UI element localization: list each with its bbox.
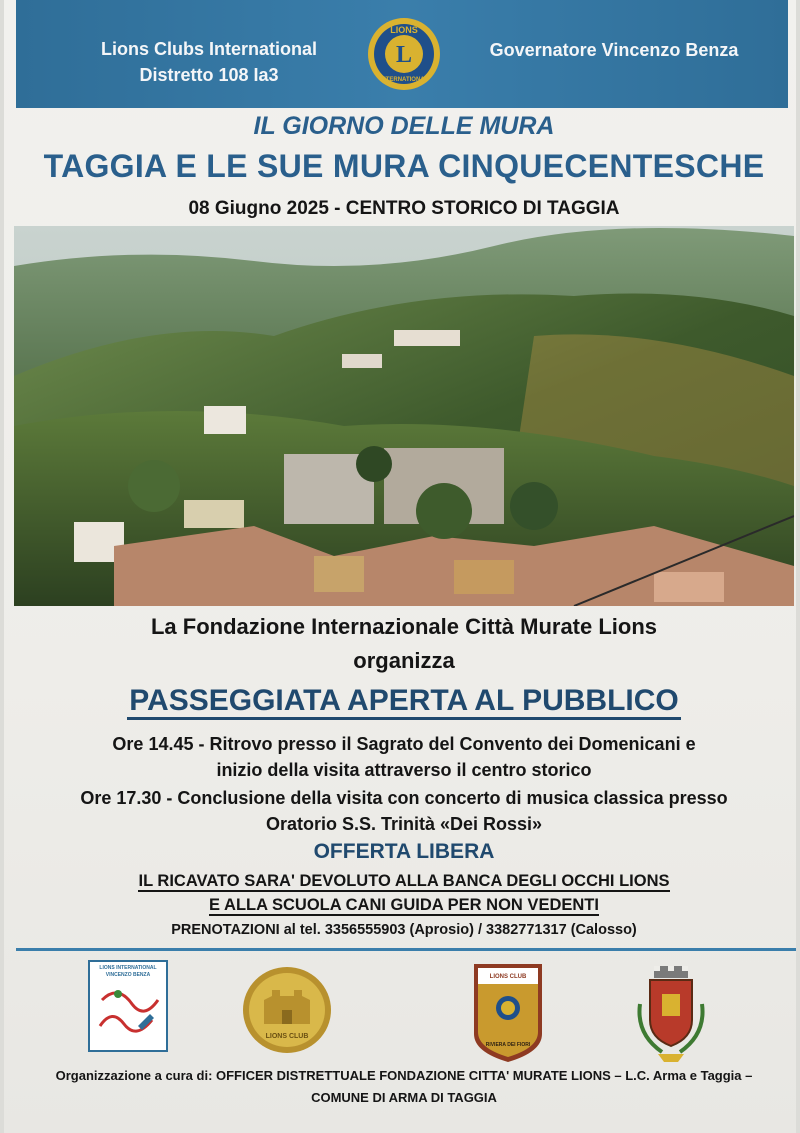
lions-club-name bbox=[64, 36, 354, 88]
logo-text-bottom: INTERNATIONAL bbox=[379, 77, 429, 83]
medal-caption: LIONS CLUB bbox=[265, 1033, 309, 1040]
taggia-landscape-photo bbox=[14, 226, 794, 606]
walk-title bbox=[4, 684, 800, 718]
lions-club-shield-icon bbox=[472, 962, 544, 1064]
destination-line-2 bbox=[4, 896, 800, 915]
organizer-name: La Fondazione Internazionale Città Murate Lions bbox=[150, 614, 658, 639]
shield-top-text: LIONS CLUB bbox=[489, 974, 527, 980]
schedule-line-3: Ore 17.30 - Conclusione della visita con concerto di musica classica presso bbox=[80, 788, 728, 808]
governor-name: Governatore Vincenzo Benza bbox=[489, 40, 739, 60]
schedule-line-4: Oratorio S.S. Trinità «Dei Rossi» bbox=[265, 814, 543, 834]
comune-coat-of-arms-icon bbox=[632, 964, 710, 1066]
offer-label: OFFERTA LIBERA bbox=[313, 840, 495, 863]
shield-bottom-text: RIVIERA DEI FIORI bbox=[485, 1042, 531, 1048]
district-logo-icon bbox=[88, 960, 168, 1052]
logo-letter: L bbox=[395, 42, 413, 68]
schedule-line-1: Ore 14.45 - Ritrovo presso il Sagrato del Convento dei Domenicani e bbox=[112, 734, 696, 754]
logo-text-top: LIONS bbox=[390, 25, 418, 35]
event-subtitle: IL GIORNO DELLE MURA bbox=[253, 112, 555, 140]
destination-line-1-text: IL RICAVATO SARA' DEVOLUTO ALLA BANCA DEGLI OCCHI LIONS bbox=[138, 872, 670, 890]
org-line-1: Lions Clubs International bbox=[100, 39, 317, 59]
organizza-label: organizza bbox=[353, 648, 455, 673]
destination-line-1 bbox=[4, 872, 800, 891]
district-caption-1: LIONS INTERNATIONAL bbox=[99, 965, 157, 971]
destination-line-2-text: E ALLA SCUOLA CANI GUIDA PER NON VEDENTI bbox=[209, 896, 599, 914]
citta-murate-medal-icon bbox=[242, 966, 332, 1054]
footer-line-1: Organizzazione a cura di: OFFICER DISTRETTUALE FONDAZIONE CITTA' MURATE LIONS – L.C. Arma e Taggia – bbox=[55, 1068, 753, 1083]
booking-info: PRENOTAZIONI al tel. 3356555903 (Aprosio) / 3382771317 (Calosso) bbox=[171, 922, 637, 938]
event-date-place: 08 Giugno 2025 - CENTRO STORICO DI TAGGIA bbox=[188, 198, 620, 219]
org-line-2: Distretto 108 Ia3 bbox=[139, 65, 279, 85]
walk-title-text: PASSEGGIATA APERTA AL PUBBLICO bbox=[127, 684, 680, 720]
divider bbox=[16, 948, 796, 951]
schedule-line-2: inizio della visita attraverso il centro storico bbox=[216, 760, 592, 780]
district-caption-2: VINCENZO BENZA bbox=[105, 972, 151, 978]
lions-emblem-icon bbox=[366, 16, 442, 92]
event-title: TAGGIA E LE SUE MURA CINQUECENTESCHE bbox=[43, 148, 765, 184]
flyer-sheet bbox=[4, 0, 796, 1133]
footer-line-2: COMUNE DI ARMA DI TAGGIA bbox=[311, 1090, 497, 1105]
header-banner bbox=[16, 0, 788, 108]
